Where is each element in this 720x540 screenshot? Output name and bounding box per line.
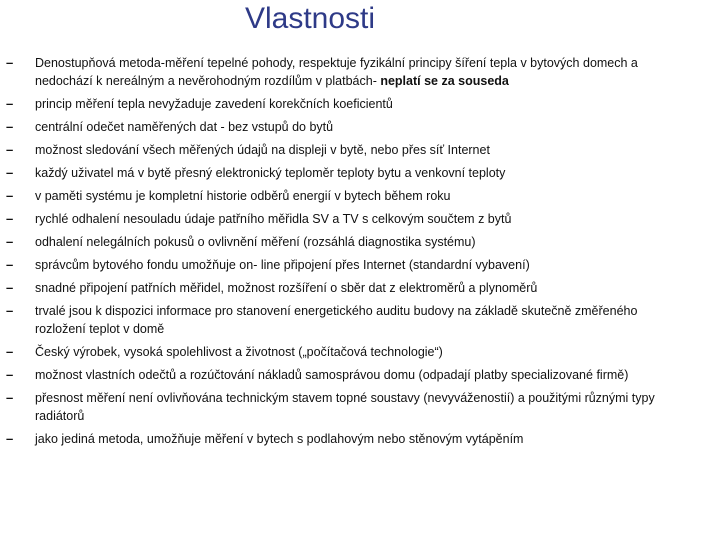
list-item-emphasis: neplatí se za souseda xyxy=(376,74,509,88)
list-item xyxy=(0,366,720,384)
list-item xyxy=(0,187,720,205)
list-item-text: správcům bytového fondu umožňuje on- line připojení přes Internet (standardní vybavení) xyxy=(35,258,530,272)
list-item-text: snadné připojení patřních měřidel, možnost rozšíření o sběr dat z elektroměrů a plynoměrů xyxy=(35,281,538,295)
list-item xyxy=(0,164,720,182)
list-item xyxy=(0,210,720,228)
bullet-dash: – xyxy=(6,303,14,318)
bullet-dash: – xyxy=(6,165,14,180)
list-item-text: centrální odečet naměřených dat - bez vstupů do bytů xyxy=(35,120,334,134)
list-item xyxy=(0,279,720,297)
list-item xyxy=(0,256,720,274)
list-item xyxy=(0,430,720,448)
features-list xyxy=(0,54,720,453)
bullet-dash: – xyxy=(6,211,14,226)
bullet-dash: – xyxy=(6,390,14,405)
list-item-text: Český výrobek, vysoká spolehlivost a životnost („počítačová technologie“) xyxy=(35,345,443,359)
list-item xyxy=(0,95,720,113)
list-item-text: přesnost měření není ovlivňována technickým stavem topné soustavy (nevyváženostií) a použitými různými typy radiátorů xyxy=(35,391,655,423)
list-item xyxy=(0,118,720,136)
list-item-text: možnost sledování všech měřených údajů na displeji v bytě, nebo přes síť Internet xyxy=(35,143,490,157)
list-item xyxy=(0,54,720,90)
page-title: Vlastnosti xyxy=(244,2,376,35)
list-item-text: rychlé odhalení nesouladu údaje patřního měřidla SV a TV s celkovým součtem z bytů xyxy=(35,212,512,226)
bullet-dash: – xyxy=(6,55,14,70)
bullet-dash: – xyxy=(6,431,14,446)
bullet-dash: – xyxy=(6,367,14,382)
list-item xyxy=(0,233,720,251)
bullet-dash: – xyxy=(6,142,14,157)
list-item-text: Denostupňová metoda-měření tepelné pohody, respektuje fyzikální principy šíření tepla v bytových domech a nedochází k nereálným a nevěrohodným rozdílům v platbách- xyxy=(35,56,638,88)
list-item xyxy=(0,389,720,425)
list-item-text: možnost vlastních odečtů a rozúčtování nákladů samosprávou domu (odpadají platby specializované firmě) xyxy=(35,368,629,382)
bullet-dash: – xyxy=(6,96,14,111)
bullet-dash: – xyxy=(6,257,14,272)
list-item-text: trvalé jsou k dispozici informace pro stanovení energetického auditu budovy na základě skutečně změřeného rozložení teplot v domě xyxy=(35,304,638,336)
bullet-dash: – xyxy=(6,188,14,203)
list-item xyxy=(0,141,720,159)
list-item-text: odhalení nelegálních pokusů o ovlivnění měření (rozsáhlá diagnostika systému) xyxy=(35,235,476,249)
list-item-text: princip měření tepla nevyžaduje zavedení korekčních koeficientů xyxy=(35,97,393,111)
bullet-dash: – xyxy=(6,234,14,249)
list-item xyxy=(0,343,720,361)
list-item-text: každý uživatel má v bytě přesný elektronický teploměr teploty bytu a venkovní teploty xyxy=(35,166,506,180)
list-item-text: jako jediná metoda, umožňuje měření v bytech s podlahovým nebo stěnovým vytápěním xyxy=(35,432,524,446)
bullet-dash: – xyxy=(6,344,14,359)
bullet-dash: – xyxy=(6,119,14,134)
list-item-text: v paměti systému je kompletní historie odběrů energií v bytech během roku xyxy=(35,189,451,203)
bullet-dash: – xyxy=(6,280,14,295)
list-item xyxy=(0,302,720,338)
